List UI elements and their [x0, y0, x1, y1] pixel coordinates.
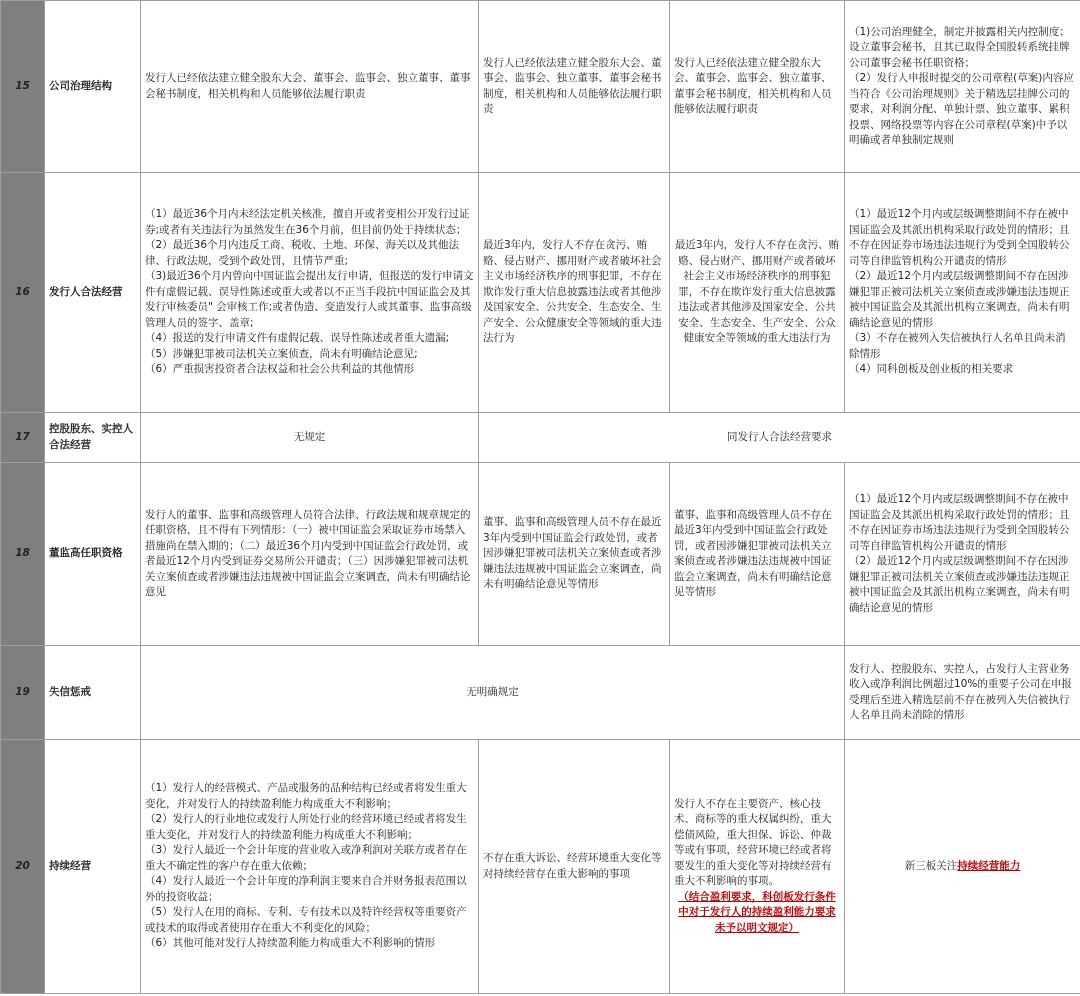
cell-col2: 发行人已经依法建立健全股东大会、董事会、监事会、独立董事、董事会秘书制度，相关机构和人员能够依法履行职责 — [479, 1, 670, 173]
row-item-name: 失信惩戒 — [45, 646, 141, 740]
cell-col1 — [141, 173, 479, 413]
cell-col1: 无规定 — [141, 413, 479, 463]
cell-paragraph: （2）发行人的行业地位或发行人所处行业的经营环境已经或者将发生重大变化，并对发行人的持续盈利能力构成重大不利影响； — [145, 813, 467, 841]
cell-col4 — [845, 1, 1080, 173]
highlight-note: （结合盈利要求，科创板发行条件中对于发行人的持续盈利能力要求未予以明文规定） — [678, 890, 836, 934]
row-number: 19 — [1, 646, 45, 740]
cell-paragraph: （1）最近12个月内或层级调整期间不存在被中国证监会及其派出机构采取行政处罚的情形；且不存在因证券市场违法违规行为受到全国股转公司等自律监管机构公开谴责的情形 — [849, 493, 1070, 552]
cell-col1-3-merged: 无明确规定 — [141, 646, 845, 740]
cell-col3: 最近3年内，发行人不存在贪污、贿赂、侵占财产、挪用财产或者破坏社会主义市场经济秩序的刑事犯罪，不存在欺诈发行重大信息披露违法或者其他涉及国家安全、公共安全、生态安全、生产安全、公众健康安全等领域的重大违法行为 — [670, 173, 845, 413]
row-number: 17 — [1, 413, 45, 463]
cell-col1: 发行人已经依法建立健全股东大会、董事会、监事会、独立董事、董事会秘书制度，相关机构和人员能够依法履行职责 — [141, 1, 479, 173]
cell-col4 — [845, 740, 1080, 994]
table-row — [1, 173, 1080, 413]
table-row — [1, 740, 1080, 994]
cell-paragraph: （5）涉嫌犯罪被司法机关立案侦查，尚未有明确结论意见; — [145, 347, 418, 360]
cell-paragraph: （4）报送的发行申请文件有虚假记载、误导性陈述或者重大遗漏; — [145, 332, 450, 345]
cell-paragraph: 发行人不存在主要资产、核心技术、商标等的重大权属纠纷，重大偿债风险，重大担保、诉讼、仲裁等或有事项，经营环境已经或者将要发生的重大变化等对持续经营有重大不利影响的事项。 — [674, 797, 832, 888]
cell-col3: 董事、监事和高级管理人员不存在最近3年内受到中国证监会行政处罚，或者因涉嫌犯罪被司法机关立案侦查或者涉嫌违法违规被中国证监会立案调查，尚未有明确结论意见等情形 — [670, 463, 845, 646]
cell-paragraph: （2）发行人申报时提交的公司章程(草案)内容应当符合《公司治理规则》关于精选层挂牌公司的要求，对利润分配、单独计票、独立董事、累积投票、网络投票等内容在公司章程(草案)中予以明确或者单独制定规则 — [849, 72, 1074, 146]
cell-col4 — [845, 173, 1080, 413]
cell-paragraph: （6）严重损害投资者合法权益和社会公共利益的其他情形 — [145, 363, 415, 376]
row-number: 18 — [1, 463, 45, 646]
row-number: 15 — [1, 1, 45, 173]
row-number: 16 — [1, 173, 45, 413]
cell-paragraph: （1）最近36个月内未经法定机关核准，擅自开或者变相公开发行过证券;或者有关违法行为虽然发生在36个月前，但目前仍处于持续状态； — [145, 208, 470, 236]
highlight-keyword: 持续经营能力 — [957, 859, 1021, 872]
cell-paragraph: （5）发行人在用的商标、专利、专有技术以及特许经营权等重要资产或技术的取得或者使用存在重大不利变化的风险； — [145, 906, 467, 934]
cell-paragraph: （1）发行人的经营模式、产品或服务的品种结构已经或者将发生重大变化，并对发行人的持续盈利能力构成重大不利影响； — [145, 782, 467, 810]
cell-paragraph: （6）其他可能对发行人持续盈利能力构成重大不利影响的情形 — [145, 937, 436, 950]
cell-col2: 不存在重大诉讼、经营环境重大变化等对持续经营存在重大影响的事项 — [479, 740, 670, 994]
cell-col3: 发行人已经依法建立健全股东大会、董事会、监事会、独立董事、董事会秘书制度，相关机构和人员能够依法履行职责 — [670, 1, 845, 173]
cell-col3 — [670, 740, 845, 994]
row-item-name: 控股股东、实控人合法经营 — [45, 413, 141, 463]
cell-paragraph: （2）最近12个月内或层级调整期间不存在因涉嫌犯罪正被司法机关立案侦查或涉嫌违法违规正被中国证监会及其派出机构立案调查，尚未有明确结论意见的情形 — [849, 270, 1070, 329]
row-item-name: 发行人合法经营 — [45, 173, 141, 413]
cell-col1 — [141, 740, 479, 994]
cell-paragraph: （3)最近36个月内曾向中国证监会提出友行申请，但报送的发行申请文件有虚假记载、误导性陈述或重大或者以不正当手段抗中国证监会及其发行审核委员" 会审核工作;或者伪造、变造发行人或其董事、监事高级管理人员的签字、盖章; — [145, 270, 474, 329]
cell-paragraph: （1）最近12个月内或层级调整期间不存在被中国证监会及其派出机构采取行政处罚的情形；且不存在因证券市场违法违规行为受到全国股转公司等自律监管机构公开谴责的情形 — [849, 208, 1070, 267]
cell-paragraph: （2）最近36个月内违反工商、税收、土地、环保、海关以及其他法律、行政法规，受到个政处罚，且情节严重; — [145, 239, 460, 267]
cell-col2: 董事、监事和高级管理人员不存在最近3年内受到中国证监会行政处罚，或者因涉嫌犯罪被司法机关立案侦查或者涉嫌违法违规被中国证监会立案调查，尚未有明确结论意见等情形 — [479, 463, 670, 646]
cell-col4 — [845, 463, 1080, 646]
cell-col1: 发行人的董事、监事和高级管理人员符合法律、行政法规和规章规定的任职资格，且不得有下列情形：（一）被中国证监会采取证券市场禁入措施尚在禁入期的；（二）最近36个月内受到中国证监会行政处罚，或者最近12个月内受到证券交易所公开谴责；（三）因涉嫌犯罪被司法机关立案侦查或者涉嫌违法违规被中国证监会立案调查，尚未有明确结论意见 — [141, 463, 479, 646]
table-row — [1, 1, 1080, 173]
table-row — [1, 463, 1080, 646]
cell-paragraph: （4）同科创板及创业板的相关要求 — [849, 363, 1014, 376]
cell-col2: 最近3年内，发行人不存在贪污、贿赂、侵占财产、挪用财产或者破坏社会主义市场经济秩序的刑事犯罪，不存在欺诈发行重大信息披露违法或者其他涉及国家安全、公共安全、生态安全、生产安全、公众健康安全等领域的重大违法行为 — [479, 173, 670, 413]
table-row — [1, 646, 1080, 740]
cell-paragraph: （1)公司治理健全，制定并披露相关内控制度；设立董事会秘书，且其已取得全国股转系统挂牌公司董事会秘书任职资格； — [849, 25, 1070, 69]
cell-text: 新三板关注 — [904, 859, 958, 872]
table-row — [1, 413, 1080, 463]
cell-col4: 发行人、控股股东、实控人，占发行人主营业务收入或净利润比例超过10%的重要子公司在申报受理后至进入精选层前不存在被列入失信被执行人名单且尚未消除的情形 — [845, 646, 1080, 740]
cell-col2-4-merged: 同发行人合法经营要求 — [479, 413, 1080, 463]
row-item-name: 董监高任职资格 — [45, 463, 141, 646]
cell-paragraph: （4）发行人最近一个会计年度的净利润主要来自合并财务报表范围以外的投资收益； — [145, 875, 467, 903]
row-number: 20 — [1, 740, 45, 994]
row-item-name: 持续经营 — [45, 740, 141, 994]
cell-paragraph: （2）最近12个月内或层级调整期间不存在因涉嫌犯罪正被司法机关立案侦查或涉嫌违法违规正被中国证监会及其派出机构立案调查，尚未有明确结论意见的情形 — [849, 555, 1070, 614]
row-item-name: 公司治理结构 — [45, 1, 141, 173]
cell-paragraph: （3）不存在被列入失信被执行人名单且尚未消除情形 — [849, 332, 1066, 360]
cell-paragraph: （3）发行人最近一个会计年度的营业收入或净利润对关联方或者存在重大不确定性的客户存在重大依赖； — [145, 844, 467, 872]
